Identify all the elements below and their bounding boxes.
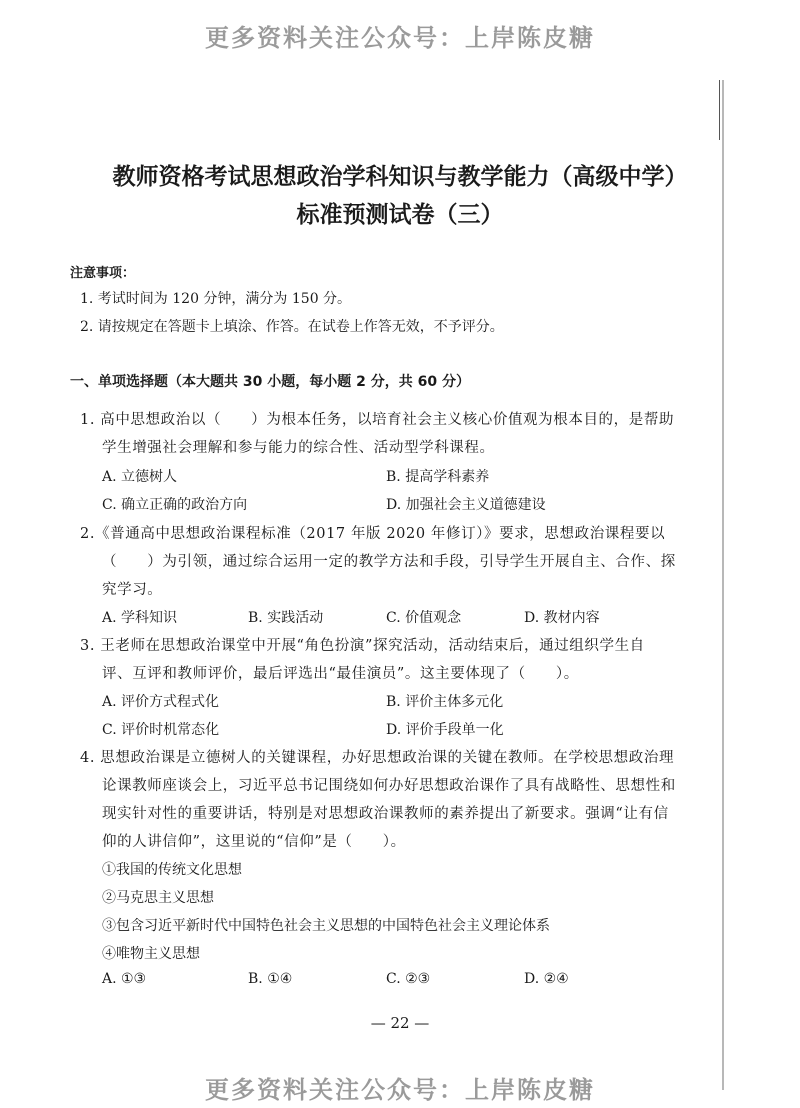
question-4-option-d: D. ②④ [524,971,569,987]
question-2-option-a: A. 学科知识 [102,610,178,626]
question-2-line: 究学习。 [102,582,163,598]
notice-item: 1. 考试时间为 120 分钟，满分为 150 分。 [80,291,352,307]
question-1-option-a: A. 立德树人 [102,469,178,485]
question-1-line: 学生增强社会理解和参与能力的综合性、活动型学科课程。 [102,440,495,456]
question-4-item: ①我国的传统文化思想 [102,862,242,878]
scan-edge-line [722,80,724,1090]
notice-heading: 注意事项： [70,266,136,281]
question-3-line: 评、互评和教师评价，最后评选出“最佳演员”。这主要体现了（ ）。 [102,666,579,682]
question-1-option-c: C. 确立正确的政治方向 [102,497,248,513]
question-4-option-b: B. ①④ [248,971,293,987]
section-heading: 一、单项选择题（本大题共 30 小题，每小题 2 分，共 60 分） [70,374,470,390]
question-3-option-d: D. 评价手段单一化 [386,722,504,738]
question-4-option-a: A. ①③ [102,971,147,987]
question-3-line: 3. 王老师在思想政治课堂中开展“角色扮演”探究活动，活动结束后，通过组织学生自 [80,638,645,654]
question-4-line: 4. 思想政治课是立德树人的关键课程，办好思想政治课的关键在教师。在学校思想政治理 [80,750,675,766]
question-4-line: 现实针对性的重要讲话，特别是对思想政治课教师的素养提出了新要求。强调“让有信 [102,806,669,822]
watermark-bottom: 更多资料关注公众号：上岸陈皮糖 [205,1076,595,1104]
question-3-option-c: C. 评价时机常态化 [102,722,220,738]
question-4-item: ③包含习近平新时代中国特色社会主义思想的中国特色社会主义理论体系 [102,918,550,934]
exam-subtitle: 标准预测试卷（三） [296,202,504,228]
question-1-option-d: D. 加强社会主义道德建设 [386,497,546,513]
question-4-line: 论课教师座谈会上，习近平总书记围绕如何办好思想政治课作了具有战略性、思想性和 [102,778,676,794]
question-1-line: 1. 高中思想政治以（ ）为根本任务，以培育社会主义核心价值观为根本目的，是帮助 [80,412,675,428]
question-3-option-a: A. 评价方式程式化 [102,694,220,710]
question-2-option-c: C. 价值观念 [386,610,462,626]
exam-title: 教师资格考试思想政治学科知识与教学能力（高级中学） [112,164,688,190]
question-4-item: ④唯物主义思想 [102,946,200,962]
page-number: — 22 — [370,1014,430,1032]
question-1-option-b: B. 提高学科素养 [386,469,490,485]
question-4-option-c: C. ②③ [386,971,431,987]
question-2-line: （ ）为引领，通过综合运用一定的教学方法和手段，引导学生开展自主、合作、探 [102,554,676,570]
notice-item: 2. 请按规定在答题卡上填涂、作答。在试卷上作答无效，不予评分。 [80,319,504,335]
scan-edge-mark [719,80,720,140]
question-4-item: ②马克思主义思想 [102,890,214,906]
watermark-top: 更多资料关注公众号：上岸陈皮糖 [205,24,595,52]
question-2-line: 2.《普通高中思想政治课程标准（2017 年版 2020 年修订）》要求，思想政治课程要以 [80,526,666,542]
question-2-option-d: D. 教材内容 [524,610,600,626]
question-3-option-b: B. 评价主体多元化 [386,694,504,710]
question-4-line: 仰的人讲信仰”，这里说的“信仰”是（ ）。 [102,834,406,850]
question-2-option-b: B. 实践活动 [248,610,324,626]
